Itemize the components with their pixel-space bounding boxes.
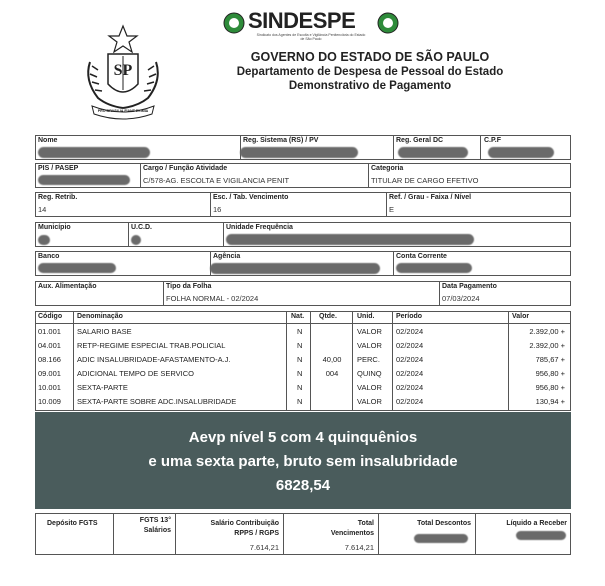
value-salario-contribuicao: 7.614,21 [249,543,279,552]
table-row [35,339,571,353]
table-row [35,367,571,381]
label-salario-contribuicao-line1: Salário Contribuição [210,520,279,527]
label-pis: PIS / PASEP [38,165,79,172]
cell-valor: 2.392,00 + [529,327,565,336]
value-esc-tab: 16 [213,205,222,214]
header-department: Departamento de Despesa de Pessoal do Estado [236,66,504,78]
table-row [35,325,571,339]
cell-periodo: 02/2024 [396,341,424,350]
redacted-reg-geral [398,147,468,158]
table-row [35,395,571,409]
label-total-vencimentos-line1: Total [357,520,374,527]
cell-nat: N [297,341,303,350]
cell-codigo: 08.166 [38,355,61,364]
label-fgts13-line1: FGTS 13° [139,517,171,524]
cell-periodo: 02/2024 [396,327,424,336]
label-fgts13-line2: Salários [143,527,171,534]
cell-codigo: 01.001 [38,327,61,336]
state-seal [78,22,168,122]
value-data-pagamento: 07/03/2024 [442,294,480,303]
cell-nat: N [297,327,303,336]
cell-nat: N [297,355,303,364]
label-conta: Conta Corrente [396,253,447,260]
cell-unid: VALOR [357,383,382,392]
redacted-cpf [488,147,554,158]
annotation-line-1: Aevp nível 5 com 4 quinquênios [188,429,418,446]
cell-codigo: 10.009 [38,397,61,406]
annotation-line-2: e uma sexta parte, bruto sem insalubridade [148,453,458,470]
label-municipio: Município [38,224,71,231]
redacted-pis [38,175,130,185]
header-government: GOVERNO DO ESTADO DE SÃO PAULO [250,50,490,64]
row-salary-grade [35,192,571,217]
redacted-nome [38,147,150,158]
value-categoria: TITULAR DE CARGO EFETIVO [371,176,479,185]
label-ref-grau: Ref. / Grau - Faixa / Nível [389,194,472,201]
cell-denominacao: SEXTA-PARTE SOBRE ADC.INSALUBRIDADE [77,397,237,406]
table-header [35,311,571,325]
cell-unid: QUINQ [357,369,382,378]
label-deposito-fgts: Depósito FGTS [47,520,98,527]
cell-periodo: 02/2024 [396,369,424,378]
label-banco: Banco [38,253,60,260]
col-valor: Valor [512,313,530,320]
label-agencia: Agência [213,253,241,260]
cell-denominacao: RETP-REGIME ESPECIAL TRAB.POLICIAL [77,341,226,350]
label-categoria: Categoria [371,165,404,172]
value-total-vencimentos: 7.614,21 [344,543,374,552]
cell-codigo: 10.001 [38,383,61,392]
label-total-vencimentos-line2: Vencimentos [330,530,374,537]
cell-valor: 2.392,00 + [529,341,565,350]
label-total-descontos: Total Descontos [417,520,471,527]
cell-qtde: 40,00 [322,355,342,364]
value-ref-grau: E [389,205,395,214]
annotation-line-3: 6828,54 [275,477,331,494]
cell-periodo: 02/2024 [396,355,424,364]
cell-qtde: 004 [325,369,339,378]
cell-nat: N [297,369,303,378]
brand-name: SINDESPE [248,8,356,33]
redacted-reg-sistema [240,147,358,158]
cell-nat: N [297,383,303,392]
redacted-municipio [38,235,50,245]
col-qtde: Qtde. [319,313,337,320]
label-nome: Nome [38,137,58,144]
cell-denominacao: SEXTA-PARTE [77,383,128,392]
table-row [35,353,571,367]
cell-nat: N [297,397,303,406]
cell-valor: 785,67 + [535,355,565,364]
cell-valor: 956,80 + [535,383,565,392]
label-data-pagamento: Data Pagamento [442,283,497,290]
col-denominacao: Denominação [77,313,123,320]
redacted-liquido [516,531,566,540]
label-salario-contribuicao-line2: RPPS / RGPS [234,530,279,537]
cell-unid: VALOR [357,341,382,350]
redacted-conta [396,263,472,273]
cell-unid: VALOR [357,327,382,336]
cell-periodo: 02/2024 [396,383,424,392]
header-document-title: Demonstrativo de Pagamento [288,80,452,92]
cell-valor: 130,94 + [535,397,565,406]
label-cargo: Cargo / Função Atividade [143,165,228,172]
sindespe-logo [222,9,400,41]
value-cargo: C/578-AG. ESCOLTA E VIGILANCIA PENIT [143,176,290,185]
cell-denominacao: ADIC INSALUBRIDADE-AFASTAMENTO-A.J. [77,355,231,364]
label-tipo-folha: Tipo da Folha [166,283,212,290]
label-esc-tab: Esc. / Tab. Vencimento [213,194,289,201]
cell-denominacao: ADICIONAL TEMPO DE SERVICO [77,369,194,378]
label-reg-geral: Reg. Geral DC [396,137,444,144]
col-periodo: Período [396,313,423,320]
redacted-agencia [210,263,380,274]
label-unidade: Unidade Frequência [226,224,293,231]
col-unid: Unid. [357,313,375,320]
annotation-banner [35,412,571,509]
label-reg-sistema: Reg. Sistema (RS) / PV [243,137,319,144]
cell-periodo: 02/2024 [396,397,424,406]
label-reg-retrib: Reg. Retrib. [38,194,78,201]
redacted-total-descontos [414,534,468,543]
col-codigo: Código [38,313,63,320]
value-reg-retrib: 14 [38,205,47,214]
cell-codigo: 09.001 [38,369,61,378]
table-row [35,381,571,395]
label-ucd: U.C.D. [131,224,152,231]
cell-unid: PERC. [357,355,380,364]
seal-motto: PRO BRASILIA FIANT EXIMIA [97,109,149,113]
seal-letters: SP [113,62,133,79]
col-nat: Nat. [291,313,305,320]
brand-tagline: Sindicato dos Agentes de Escolta e Vigilância Penitenciária do Estado de São Paulo [256,33,366,41]
cell-unid: VALOR [357,397,382,406]
label-aux-alimentacao: Aux. Alimentação [38,283,97,290]
label-liquido-receber: Líquido a Receber [506,520,567,527]
cell-codigo: 04.001 [38,341,61,350]
redacted-ucd [131,235,141,245]
cell-denominacao: SALARIO BASE [77,327,132,336]
value-tipo-folha: FOLHA NORMAL - 02/2024 [166,294,259,303]
label-cpf: C.P.F [484,137,501,144]
cell-valor: 956,80 + [535,369,565,378]
redacted-unidade [226,234,474,245]
redacted-banco [38,263,116,273]
